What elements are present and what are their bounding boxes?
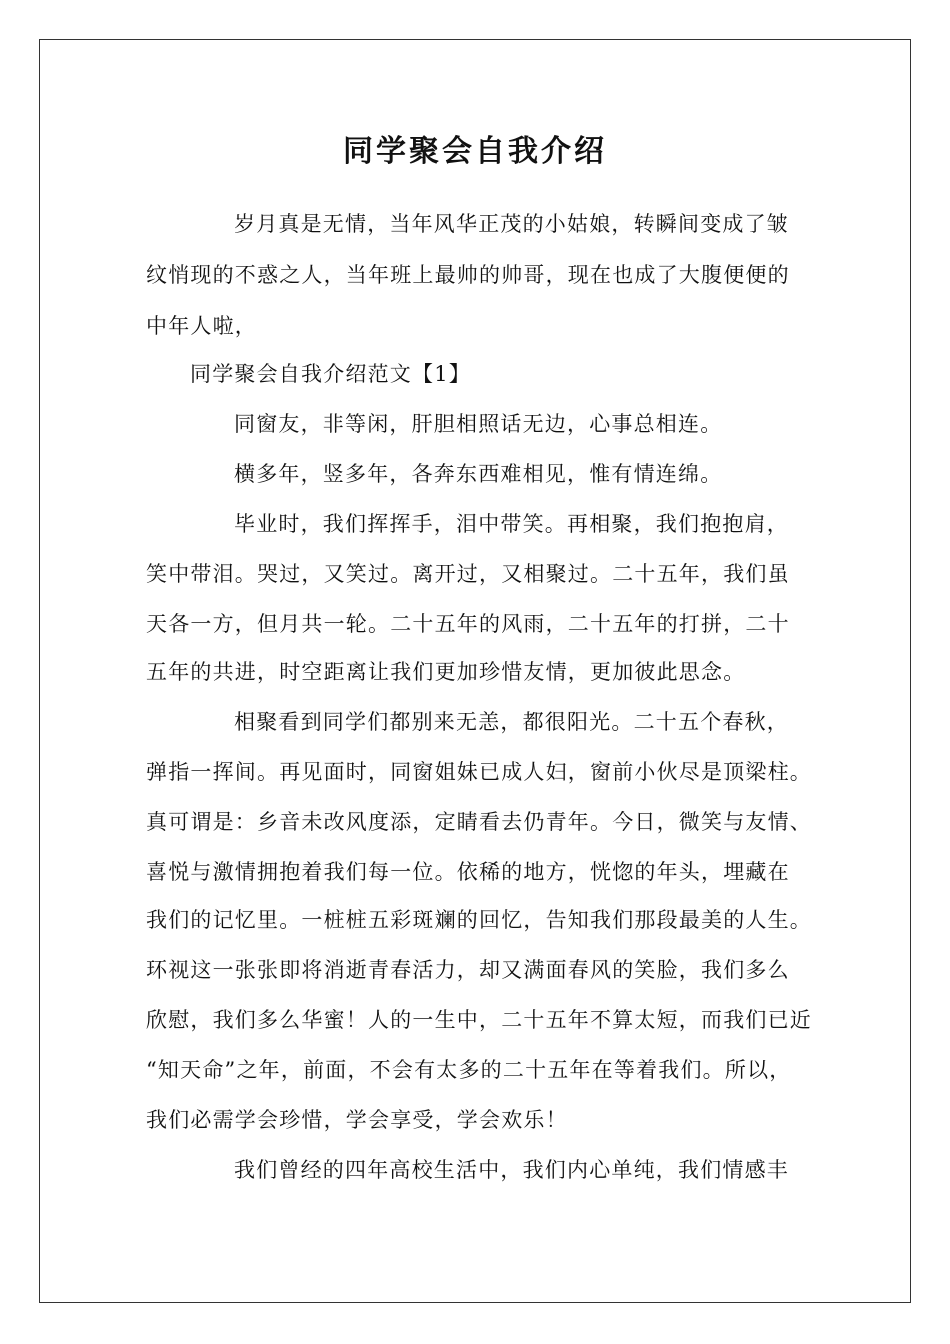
paragraph-line: 中年人啦， [146,314,257,338]
paragraph-line: 我们曾经的四年高校生活中，我们内心单纯，我们情感丰 [234,1158,789,1182]
paragraph-line: 欣慰，我们多么华蜜！人的一生中，二十五年不算太短，而我们已近 [146,1008,812,1032]
paragraph-line: 毕业时，我们挥挥手，泪中带笑。再相聚，我们抱抱肩， [234,512,789,536]
document-title: 同学聚会自我介绍 [343,134,607,169]
paragraph-line: 岁月真是无情，当年风华正茂的小姑娘，转瞬间变成了皱 [234,212,789,236]
paragraph-line: 弹指一挥间。再见面时，同窗姐妹已成人妇，窗前小伙尽是顶梁柱。 [146,760,812,784]
paragraph-line: 同窗友，非等闲，肝胆相照话无边，心事总相连。 [234,412,723,436]
paragraph-line: 横多年，竖多年，各奔东西难相见，惟有情连绵。 [234,462,723,486]
paragraph-line: “知天命”之年，前面，不会有太多的二十五年在等着我们。所以， [146,1058,792,1082]
paragraph-line: 环视这一张张即将消逝青春活力，却又满面春风的笑脸，我们多么 [146,958,790,982]
paragraph-line: 笑中带泪。哭过，又笑过。离开过，又相聚过。二十五年，我们虽 [146,562,790,586]
section-heading: 同学聚会自我介绍范文【1】 [190,362,471,386]
paragraph-line: 五年的共进，时空距离让我们更加珍惜友情，更加彼此思念。 [146,660,746,684]
paragraph-line: 天各一方，但月共一轮。二十五年的风雨，二十五年的打拼，二十 [146,612,790,636]
paragraph-line: 喜悦与激情拥抱着我们每一位。依稀的地方，恍惚的年头，埋藏在 [146,860,790,884]
paragraph-line: 真可谓是：乡音未改风度添，定睛看去仍青年。今日，微笑与友情、 [146,810,812,834]
paragraph-line: 相聚看到同学们都别来无恙，都很阳光。二十五个春秋， [234,710,789,734]
paragraph-line: 纹悄现的不惑之人，当年班上最帅的帅哥，现在也成了大腹便便的 [146,263,790,287]
paragraph-line: 我们必需学会珍惜，学会享受，学会欢乐！ [146,1108,568,1132]
paragraph-line: 我们的记忆里。一桩桩五彩斑斓的回忆，告知我们那段最美的人生。 [146,908,812,932]
